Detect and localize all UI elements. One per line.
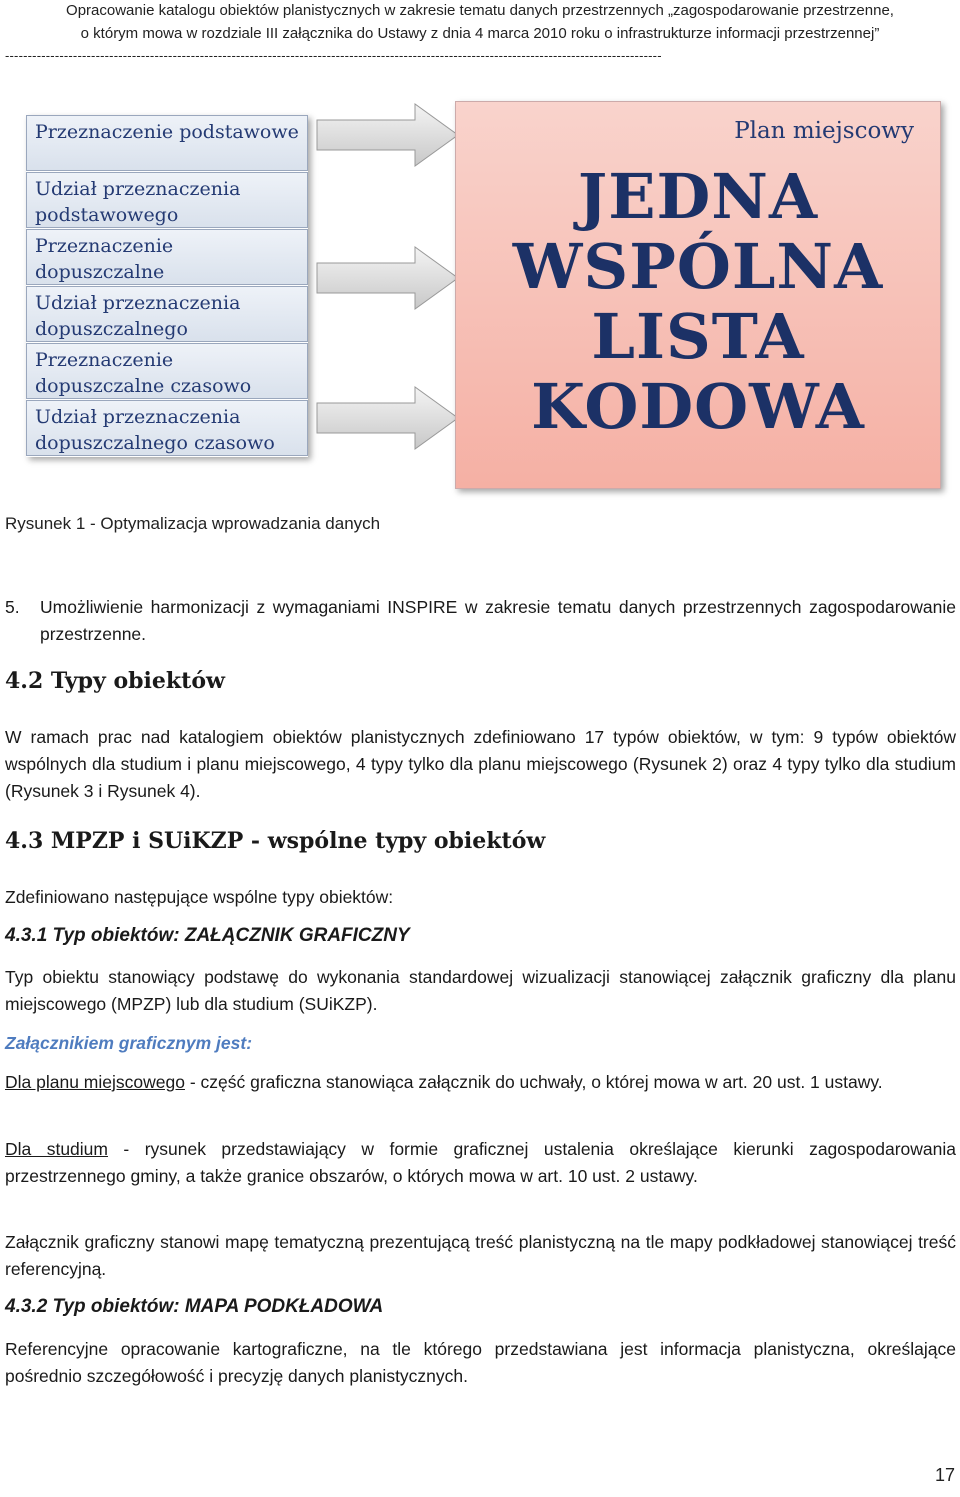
box-udzial-podstawowego: Udział przeznaczenia podstawowego [26, 172, 308, 228]
box-przeznaczenie-czasowo: Przeznaczenie dopuszczalne czasowo [26, 343, 308, 399]
attachment-label: Załącznikiem graficznym jest: [5, 1033, 253, 1053]
plan-miejscowy-box [455, 101, 941, 489]
header-separator: ------------------------------------------------------------------------------------------------------------------------------------------------- [5, 48, 662, 63]
definition-plan-text: - część graficzna stanowiąca załącznik do uchwały, o której mowa w art. 20 ust. 1 ustawy. [184, 1072, 883, 1092]
item-text: Umożliwienie harmonizacji z wymaganiami INSPIRE w zakresie tematu danych przestrzennych zagospodarowanie przestrzenne. [40, 597, 956, 644]
header-line-1: Opracowanie katalogu obiektów planistycznych w zakresie tematu danych przestrzennych „zagospodarowanie przestrzenne, [66, 2, 894, 19]
figure-caption: Rysunek 1 - Optymalizacja wprowadzania danych [5, 514, 381, 533]
definition-studium [5, 1136, 956, 1190]
heading-4-3: 4.3 MPZP i SUiKZP - wspólne typy obiektów [5, 828, 546, 854]
paragraph-types: W ramach prac nad katalogiem obiektów planistycznych zdefiniowano 17 typów obiektów, w tym: 9 typów obiektów wspólnych dla studium i planu miejscowego, 4 typy tylko dla planu miejscowego (Rysunek 2) oraz 4 typy tylko dla studium (Rysunek 3 i Rysunek 4). [5, 727, 956, 801]
big-text-line: WSPÓLNA [512, 230, 884, 303]
term-studium: Dla studium [5, 1139, 108, 1159]
figure-optimization [0, 90, 960, 500]
plan-title: Plan miejscowy [734, 118, 914, 144]
box-udzial-dopuszczalnego: Udział przeznaczenia dopuszczalnego [26, 286, 308, 342]
box-przeznaczenie-dopuszczalne: Przeznaczenie dopuszczalne [26, 229, 308, 285]
header-line-2: o którym mowa w rozdziale III załącznika do Ustawy z dnia 4 marca 2010 roku o infrastrukturze informacji przestrzennej” [80, 25, 880, 42]
heading-4-3-1: 4.3.1 Typ obiektów: ZAŁĄCZNIK GRAFICZNY [5, 925, 410, 946]
common-code-list-title [456, 162, 940, 442]
big-text-line: JEDNA [577, 160, 819, 233]
big-text-line: LISTA [591, 300, 805, 373]
box-przeznaczenie-podstawowe: Przeznaczenie podstawowe [26, 115, 308, 171]
heading-4-2: 4.2 Typy obiektów [5, 668, 225, 694]
paragraph-intro: Zdefiniowano następujące wspólne typy obiektów: [5, 887, 394, 907]
paragraph-base-map: Referencyjne opracowanie kartograficzne, na tle którego przedstawiana jest informacja planistyczna, określające pośrednio szczegółowość i precyzję danych planistycznych. [5, 1339, 956, 1386]
definition-studium-text: - rysunek przedstawiający w formie graficznej ustalenia określające kierunki zagospodarowania przestrzennego gminy, a także granice obszarów, o których mowa w art. 10 ust. 2 ustawy. [5, 1139, 956, 1186]
term-plan: Dla planu miejscowego [5, 1072, 185, 1092]
arrow-right-icon [315, 243, 460, 313]
box-udzial-czasowo: Udział przeznaczenia dopuszczalnego czasowo [26, 400, 308, 456]
page-number: 17 [934, 1465, 955, 1485]
paragraph-attachment: Typ obiektu stanowiący podstawę do wykonania standardowej wizualizacji stanowiącej załącznik graficzny dla planu miejscowego (MPZP) lub dla studium (SUiKZP). [5, 967, 956, 1014]
big-text-line: KODOWA [531, 370, 865, 443]
item-number: 5. [5, 597, 20, 617]
arrow-right-icon [315, 100, 460, 170]
arrow-right-icon [315, 383, 460, 453]
paragraph-closing: Załącznik graficzny stanowi mapę tematyczną prezentującą treść planistyczną na tle mapy podkładowej stanowiącej treść referencyjną. [5, 1232, 956, 1279]
left-box-stack [26, 115, 308, 457]
definition-plan [5, 1069, 956, 1096]
heading-4-3-2: 4.3.2 Typ obiektów: MAPA PODKŁADOWA [5, 1296, 384, 1317]
